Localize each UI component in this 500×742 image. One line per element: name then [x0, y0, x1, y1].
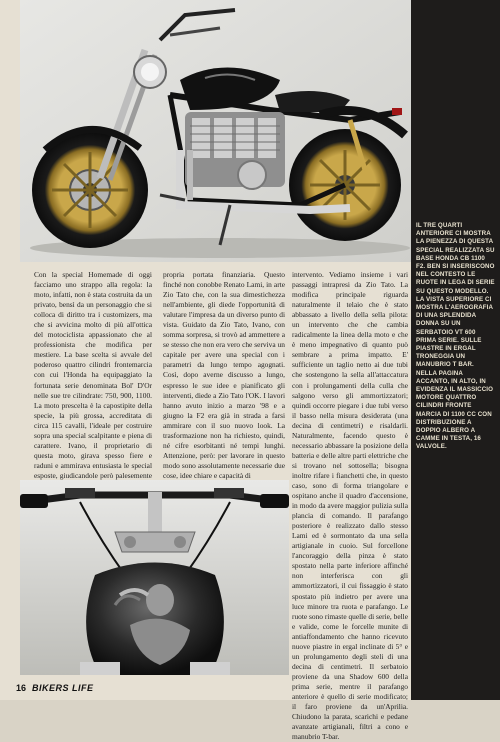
tank-illustration: [20, 480, 289, 675]
article-column-3: intervento. Vediamo insieme i vari passaggi intrapresi da Zio Tato. La modifica principale riguarda naturalmente il telaio che è stato abbassato a livello della sella pilota: un intervento che che cambia radicalmente la linea della moto e che è meno impegnativo di quanto può sembrare a prima impatto. E' sufficiente un taglio netto ai due tubi che sostengono la sella all'attaccatura con i prolungamenti della culla che salgono verso gli ammortizzatori; quindi occorre piegare i due tubi verso il basso nella misura desiderata (una decina di centimetri) e risaldarli. Naturalmente, facendo questo è necessario abbassare la posizione della batteria e delle altre parti elettriche che si trovano nel sottosella; bisogna inoltre rifare i fianchetti che, in questo caso, sono di forma triangolare e ospitano anche il quadro d'accensione, in modo da avere maggior pulizia sulla plancia di comando. Il parafango posteriore è realizzato dallo stesso Lami ed è sormontato da una sella artigianale in cuoio. Sul forcellone l'ancoraggio della pinza è stato spostato nella parte inferiore affinché non interferisca con gli ammortizzatori, il cui fissaggio è stato spostato più indietro per avere una luce minore tra ruota e parafango. Le ruote sono rimaste quelle di serie, belle e valide, come le forcelle munite di antiaffondamento che hanno ricevuto nuove piastre in ergal inclinate di 5° e un prolungamento degli steli di una decina di centimetri. Il serbatoio proviene da una Shadow 600 della prima serie, mentre il parafango anteriore è quello di serie modificato; il faro proviene da un'Aprilia. Chiudono la parata, scarichi e pedane avanzate artigianali, filtri a cono e manubrio T-bar.: [292, 270, 408, 742]
tank-photo: [20, 480, 289, 675]
motorcycle-photo: [20, 0, 411, 262]
page-footer: [16, 683, 94, 693]
photo-caption: IL TRE QUARTI ANTERIORE CI MOSTRA LA PIENEZZA DI QUESTA SPECIAL REALIZZATA SU BASE HONDA CB 1100 F2. BEN SI INSERISCONO NEL CONTESTO LE RUOTE IN LEGA DI SERIE SU QUESTO MODELLO. LA VISTA SUPERIORE CI MOSTRA L'AEROGRAFIA DI UNA SPLENDIDA DONNA SU UN SERBATOIO VT 600 PRIMA SERIE. SULLE PIASTRE IN ERGAL TRONEGGIA UN MANUBRIO T BAR. NELLA PAGINA ACCANTO, IN ALTO, IN EVIDENZA IL MASSICCIO MOTORE QUATTRO CILINDRI FRONTE MARCIA DI 1100 CC CON DISTRIBUZIONE A DOPPIO ALBERO A CAMME IN TESTA, 16 VALVOLE.: [416, 222, 495, 451]
article-column-2: propria portata finanziaria. Questo finché non conobbe Renato Lami, in arte Zio Tato che, con la sua dimestichezza nell'ambiente, gli diede l'opportunità di valutare l'impresa da un diverso punto di vista. Guidato da Zio Tato, Ivano, con somma sorpresa, si trovò ad ammettere a se stesso che non era vero che serviva un capitale per avere una special con i parametri da lungo tempo agognati. Così, dopo averne discusso a lungo, espresso le sue idee e pianificato gli interventi, diede a Zio Tato l'OK. I lavori hanno avuto inizio a marzo '98 e a giugno la F2 era già in strada a farsi ammirare con il suo nuovo look. La trasformazione non ha richiesto, quindi, né cifre esorbitanti né tempi lunghi. Attenzione, però: per lavorare in questo modo sono assolutamente necessarie due cose, idee chiare e capacità di: [163, 270, 285, 480]
motorcycle-illustration: [20, 0, 411, 262]
page-number: 16: [16, 683, 27, 693]
article-column-1: Con la special Homemade di oggi facciamo uno strappo alla regola: la moto, infatti, non è stata costruita da un privato, bensì da un personaggio che si colloca di diritto tra i customizers, ma che si avvicina molto di più all'ottica del motociclista appassionato che al professionista che modifica per mestiere. La base scelta si avvale del poderoso quattro cilindri frontemarcia con cui l'Honda ha equipaggiato la fortunata serie denominata Bol' D'Or nelle sue tre cilindrate: 750, 900, 1100. La moto prescelta è la capostipite della specie, la più grossa, accreditata di circa 115 cavalli, l'ideale per costruire sopra una special scalpitante e piena di carattere. Ivano, il proprietario di questa moto, girava spesso fiere e raduni e ammirava entusiasta le special esposte, giudicandole però palesemente: [34, 270, 152, 480]
magazine-name: BIKERS LIFE: [32, 683, 94, 693]
